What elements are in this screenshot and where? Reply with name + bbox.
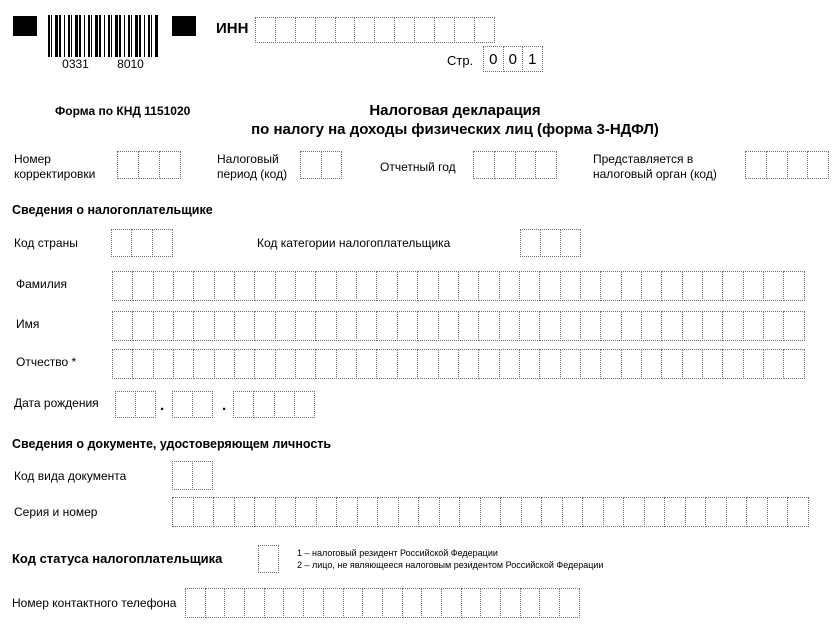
cell[interactable]: [153, 271, 174, 301]
cell[interactable]: [541, 497, 563, 527]
cell[interactable]: [702, 271, 723, 301]
cell[interactable]: [193, 349, 214, 379]
cell[interactable]: [233, 391, 254, 418]
inn-cells[interactable]: [255, 17, 495, 43]
cell[interactable]: [234, 271, 255, 301]
cell[interactable]: [783, 271, 804, 301]
cell[interactable]: [480, 497, 502, 527]
cell[interactable]: [398, 497, 420, 527]
form-title-line2: по налогу на доходы физических лиц (форма 3-НДФЛ): [251, 121, 659, 138]
cell[interactable]: [722, 271, 743, 301]
cell[interactable]: [418, 497, 440, 527]
cell[interactable]: [336, 311, 357, 341]
cell[interactable]: [520, 588, 541, 618]
cell[interactable]: [402, 588, 423, 618]
cell[interactable]: 0: [483, 46, 504, 72]
cell[interactable]: [458, 271, 479, 301]
taxpayer-status-label: Код статуса налогоплательщика: [12, 551, 223, 566]
barcode-digits-right: 8010: [117, 57, 144, 71]
cell[interactable]: [295, 497, 317, 527]
cell[interactable]: [787, 497, 809, 527]
cell[interactable]: [439, 497, 461, 527]
cell[interactable]: [644, 497, 666, 527]
cell[interactable]: [580, 349, 601, 379]
cell[interactable]: [499, 311, 520, 341]
cell[interactable]: [258, 545, 279, 573]
cell[interactable]: [132, 271, 153, 301]
cell[interactable]: [374, 17, 395, 43]
cell[interactable]: [234, 349, 255, 379]
cell[interactable]: [185, 588, 206, 618]
cell[interactable]: [172, 461, 193, 490]
patronymic-cells[interactable]: [112, 349, 805, 379]
barcode: [48, 15, 158, 57]
cell[interactable]: [214, 271, 235, 301]
cell[interactable]: [458, 349, 479, 379]
cell[interactable]: [580, 271, 601, 301]
cell[interactable]: [519, 349, 540, 379]
cell[interactable]: [138, 151, 160, 179]
cell[interactable]: [783, 311, 804, 341]
cell[interactable]: [494, 151, 516, 179]
cell[interactable]: [499, 349, 520, 379]
cell[interactable]: [193, 271, 214, 301]
cell[interactable]: [458, 311, 479, 341]
cell[interactable]: [224, 588, 245, 618]
cell[interactable]: [461, 588, 482, 618]
cell[interactable]: [580, 311, 601, 341]
cell[interactable]: [763, 311, 784, 341]
cell[interactable]: [519, 271, 540, 301]
section-heading-taxpayer: Сведения о налогоплательщике: [12, 203, 213, 217]
tax-period-label: Налоговый период (код): [217, 152, 288, 181]
cell[interactable]: [766, 151, 788, 179]
cell[interactable]: [438, 349, 459, 379]
cell[interactable]: [254, 497, 276, 527]
cell[interactable]: [641, 311, 662, 341]
cell[interactable]: [132, 349, 153, 379]
cell[interactable]: [321, 151, 343, 179]
cell[interactable]: [315, 311, 336, 341]
cell[interactable]: [356, 271, 377, 301]
birthdate-day-cells[interactable]: [115, 391, 156, 418]
cell[interactable]: [459, 497, 481, 527]
cell[interactable]: [214, 349, 235, 379]
phone-cells[interactable]: [185, 588, 580, 618]
cell[interactable]: [214, 311, 235, 341]
cell[interactable]: [600, 349, 621, 379]
birthdate-separator-dot2: .: [222, 397, 227, 414]
cell[interactable]: [275, 271, 296, 301]
cell[interactable]: 0: [503, 46, 524, 72]
cell[interactable]: [438, 271, 459, 301]
cell[interactable]: [295, 311, 316, 341]
status-legend-line1: 1 – налоговый резидент Российской Федерации: [297, 548, 498, 558]
cell[interactable]: [117, 151, 139, 179]
cell[interactable]: [562, 497, 584, 527]
cell[interactable]: [682, 349, 703, 379]
cell[interactable]: [275, 497, 297, 527]
cell[interactable]: [294, 391, 315, 418]
cell[interactable]: [641, 349, 662, 379]
form-code-label: Форма по КНД 1151020: [55, 104, 191, 118]
registration-mark-right: [172, 16, 196, 36]
cell[interactable]: [746, 497, 768, 527]
cell[interactable]: [600, 271, 621, 301]
tax-period-cells[interactable]: [300, 151, 342, 179]
cell[interactable]: [560, 349, 581, 379]
cell[interactable]: [519, 311, 540, 341]
cell[interactable]: [560, 229, 581, 257]
cell[interactable]: [244, 588, 265, 618]
cell[interactable]: [159, 151, 181, 179]
reporting-year-cells[interactable]: [473, 151, 557, 179]
cell[interactable]: [722, 311, 743, 341]
cell[interactable]: [112, 311, 133, 341]
cell[interactable]: [623, 497, 645, 527]
cell[interactable]: [664, 497, 686, 527]
cell[interactable]: [283, 588, 304, 618]
cell[interactable]: [397, 311, 418, 341]
cell[interactable]: [515, 151, 537, 179]
cell[interactable]: [397, 271, 418, 301]
cell[interactable]: [560, 271, 581, 301]
cell[interactable]: [192, 461, 213, 490]
cell[interactable]: [135, 391, 156, 418]
surname-cells[interactable]: [112, 271, 805, 301]
cell[interactable]: [153, 349, 174, 379]
cell[interactable]: [539, 588, 560, 618]
birthdate-year-cells[interactable]: [233, 391, 315, 418]
cell[interactable]: [362, 588, 383, 618]
cell[interactable]: [335, 17, 356, 43]
cell[interactable]: [621, 349, 642, 379]
cell[interactable]: [394, 17, 415, 43]
cell[interactable]: [767, 497, 789, 527]
cell[interactable]: [234, 497, 256, 527]
cell[interactable]: [787, 151, 809, 179]
cell[interactable]: [454, 17, 475, 43]
cell[interactable]: [499, 271, 520, 301]
cell[interactable]: [254, 349, 275, 379]
cell[interactable]: [685, 497, 707, 527]
cell[interactable]: [417, 311, 438, 341]
cell[interactable]: [213, 497, 235, 527]
cell[interactable]: [336, 271, 357, 301]
form-title-line1: Налоговая декларация: [369, 102, 541, 119]
cell[interactable]: [641, 271, 662, 301]
birthdate-label: Дата рождения: [14, 396, 99, 410]
cell[interactable]: [535, 151, 557, 179]
cell[interactable]: [480, 588, 501, 618]
cell[interactable]: [357, 497, 379, 527]
cell[interactable]: [173, 311, 194, 341]
cell[interactable]: [275, 311, 296, 341]
cell[interactable]: [414, 17, 435, 43]
cell[interactable]: [303, 588, 324, 618]
cell[interactable]: [702, 311, 723, 341]
taxpayer-status-cells[interactable]: [258, 545, 279, 573]
cell[interactable]: [722, 349, 743, 379]
cell[interactable]: [234, 311, 255, 341]
birthdate-separator-dot: .: [160, 397, 165, 414]
cell[interactable]: [478, 311, 499, 341]
cell[interactable]: [726, 497, 748, 527]
cell[interactable]: [500, 497, 522, 527]
cell[interactable]: [115, 391, 136, 418]
cell[interactable]: [521, 497, 543, 527]
taxpayer-category-cells[interactable]: [520, 229, 581, 257]
registration-mark-left: [13, 16, 37, 36]
cell[interactable]: [539, 271, 560, 301]
series-number-cells[interactable]: [172, 497, 809, 527]
cell[interactable]: [323, 588, 344, 618]
barcode-digits-left: 0331: [62, 57, 89, 71]
cell[interactable]: [661, 311, 682, 341]
cell[interactable]: [621, 271, 642, 301]
cell[interactable]: [621, 311, 642, 341]
birthdate-month-cells[interactable]: [172, 391, 213, 418]
cell[interactable]: [315, 271, 336, 301]
taxpayer-category-label: Код категории налогоплательщика: [257, 236, 451, 250]
page-label: Стр.: [447, 53, 474, 68]
cell[interactable]: [743, 271, 764, 301]
cell[interactable]: [540, 229, 561, 257]
cell[interactable]: 1: [522, 46, 543, 72]
cell[interactable]: [376, 271, 397, 301]
cell[interactable]: [434, 17, 455, 43]
cell[interactable]: [705, 497, 727, 527]
cell[interactable]: [131, 229, 152, 257]
cell[interactable]: [661, 349, 682, 379]
cell[interactable]: [356, 349, 377, 379]
cell[interactable]: [254, 311, 275, 341]
inn-label: ИНН: [216, 20, 249, 37]
cell[interactable]: [295, 349, 316, 379]
cell[interactable]: [336, 497, 358, 527]
cell[interactable]: [172, 391, 193, 418]
cell[interactable]: [441, 588, 462, 618]
cell[interactable]: [682, 311, 703, 341]
correction-number-cells[interactable]: [117, 151, 181, 179]
firstname-label: Имя: [16, 317, 40, 331]
cell[interactable]: [172, 497, 194, 527]
firstname-cells[interactable]: [112, 311, 805, 341]
cell[interactable]: [376, 311, 397, 341]
cell[interactable]: [807, 151, 829, 179]
barcode-digits: [48, 57, 158, 71]
cell[interactable]: [377, 497, 399, 527]
cell[interactable]: [474, 17, 495, 43]
cell[interactable]: [275, 349, 296, 379]
cell[interactable]: [559, 588, 580, 618]
cell[interactable]: [354, 17, 375, 43]
cell[interactable]: [397, 349, 418, 379]
document-type-code-label: Код вида документа: [14, 469, 127, 483]
cell[interactable]: [421, 588, 442, 618]
cell[interactable]: [205, 588, 226, 618]
cell[interactable]: [473, 151, 495, 179]
surname-label: Фамилия: [16, 277, 67, 291]
tax-authority-label: Представляется в налоговый орган (код): [593, 152, 717, 181]
status-legend-line2: 2 – лицо, не являющееся налоговым резидентом Российской Федерации: [297, 560, 604, 570]
cell[interactable]: [682, 271, 703, 301]
cell[interactable]: [783, 349, 804, 379]
cell[interactable]: [255, 17, 276, 43]
cell[interactable]: [275, 17, 296, 43]
cell[interactable]: [438, 311, 459, 341]
cell[interactable]: [295, 271, 316, 301]
cell[interactable]: [274, 391, 295, 418]
cell[interactable]: [343, 588, 364, 618]
cell[interactable]: [111, 229, 132, 257]
tax-authority-cells[interactable]: [745, 151, 829, 179]
cell[interactable]: [253, 391, 274, 418]
cell[interactable]: [193, 497, 215, 527]
cell[interactable]: [661, 271, 682, 301]
cell[interactable]: [702, 349, 723, 379]
cell[interactable]: [193, 311, 214, 341]
cell[interactable]: [539, 311, 560, 341]
cell[interactable]: [763, 271, 784, 301]
cell[interactable]: [112, 349, 133, 379]
country-code-label: Код страны: [14, 236, 78, 250]
cell[interactable]: [192, 391, 213, 418]
cell[interactable]: [478, 271, 499, 301]
cell[interactable]: [376, 349, 397, 379]
cell[interactable]: [478, 349, 499, 379]
series-number-label: Серия и номер: [14, 505, 98, 519]
cell[interactable]: [316, 497, 338, 527]
cell[interactable]: [417, 271, 438, 301]
cell[interactable]: [600, 311, 621, 341]
cell[interactable]: [417, 349, 438, 379]
cell[interactable]: [582, 497, 604, 527]
cell[interactable]: [560, 311, 581, 341]
section-heading-identity-document: Сведения о документе, удостоверяющем личность: [12, 437, 332, 451]
cell[interactable]: [520, 229, 541, 257]
cell[interactable]: [743, 349, 764, 379]
reporting-year-label: Отчетный год: [380, 160, 456, 174]
document-type-code-cells[interactable]: [172, 461, 213, 490]
form-title: [120, 101, 790, 139]
cell[interactable]: [356, 311, 377, 341]
cell[interactable]: [745, 151, 767, 179]
cell[interactable]: [264, 588, 285, 618]
cell[interactable]: [300, 151, 322, 179]
cell[interactable]: [153, 311, 174, 341]
cell[interactable]: [336, 349, 357, 379]
page-number-cells[interactable]: [483, 46, 543, 72]
country-code-cells[interactable]: [111, 229, 173, 257]
cell[interactable]: [315, 349, 336, 379]
phone-label: Номер контактного телефона: [12, 596, 177, 610]
cell[interactable]: [132, 311, 153, 341]
cell[interactable]: [295, 17, 316, 43]
cell[interactable]: [763, 349, 784, 379]
cell[interactable]: [112, 271, 133, 301]
cell[interactable]: [382, 588, 403, 618]
cell[interactable]: [173, 349, 194, 379]
cell[interactable]: [603, 497, 625, 527]
cell[interactable]: [539, 349, 560, 379]
cell[interactable]: [315, 17, 336, 43]
cell[interactable]: [152, 229, 173, 257]
cell[interactable]: [500, 588, 521, 618]
correction-number-label: Номер корректировки: [14, 152, 96, 181]
cell[interactable]: [173, 271, 194, 301]
cell[interactable]: [254, 271, 275, 301]
patronymic-label: Отчество *: [16, 355, 77, 369]
cell[interactable]: [743, 311, 764, 341]
